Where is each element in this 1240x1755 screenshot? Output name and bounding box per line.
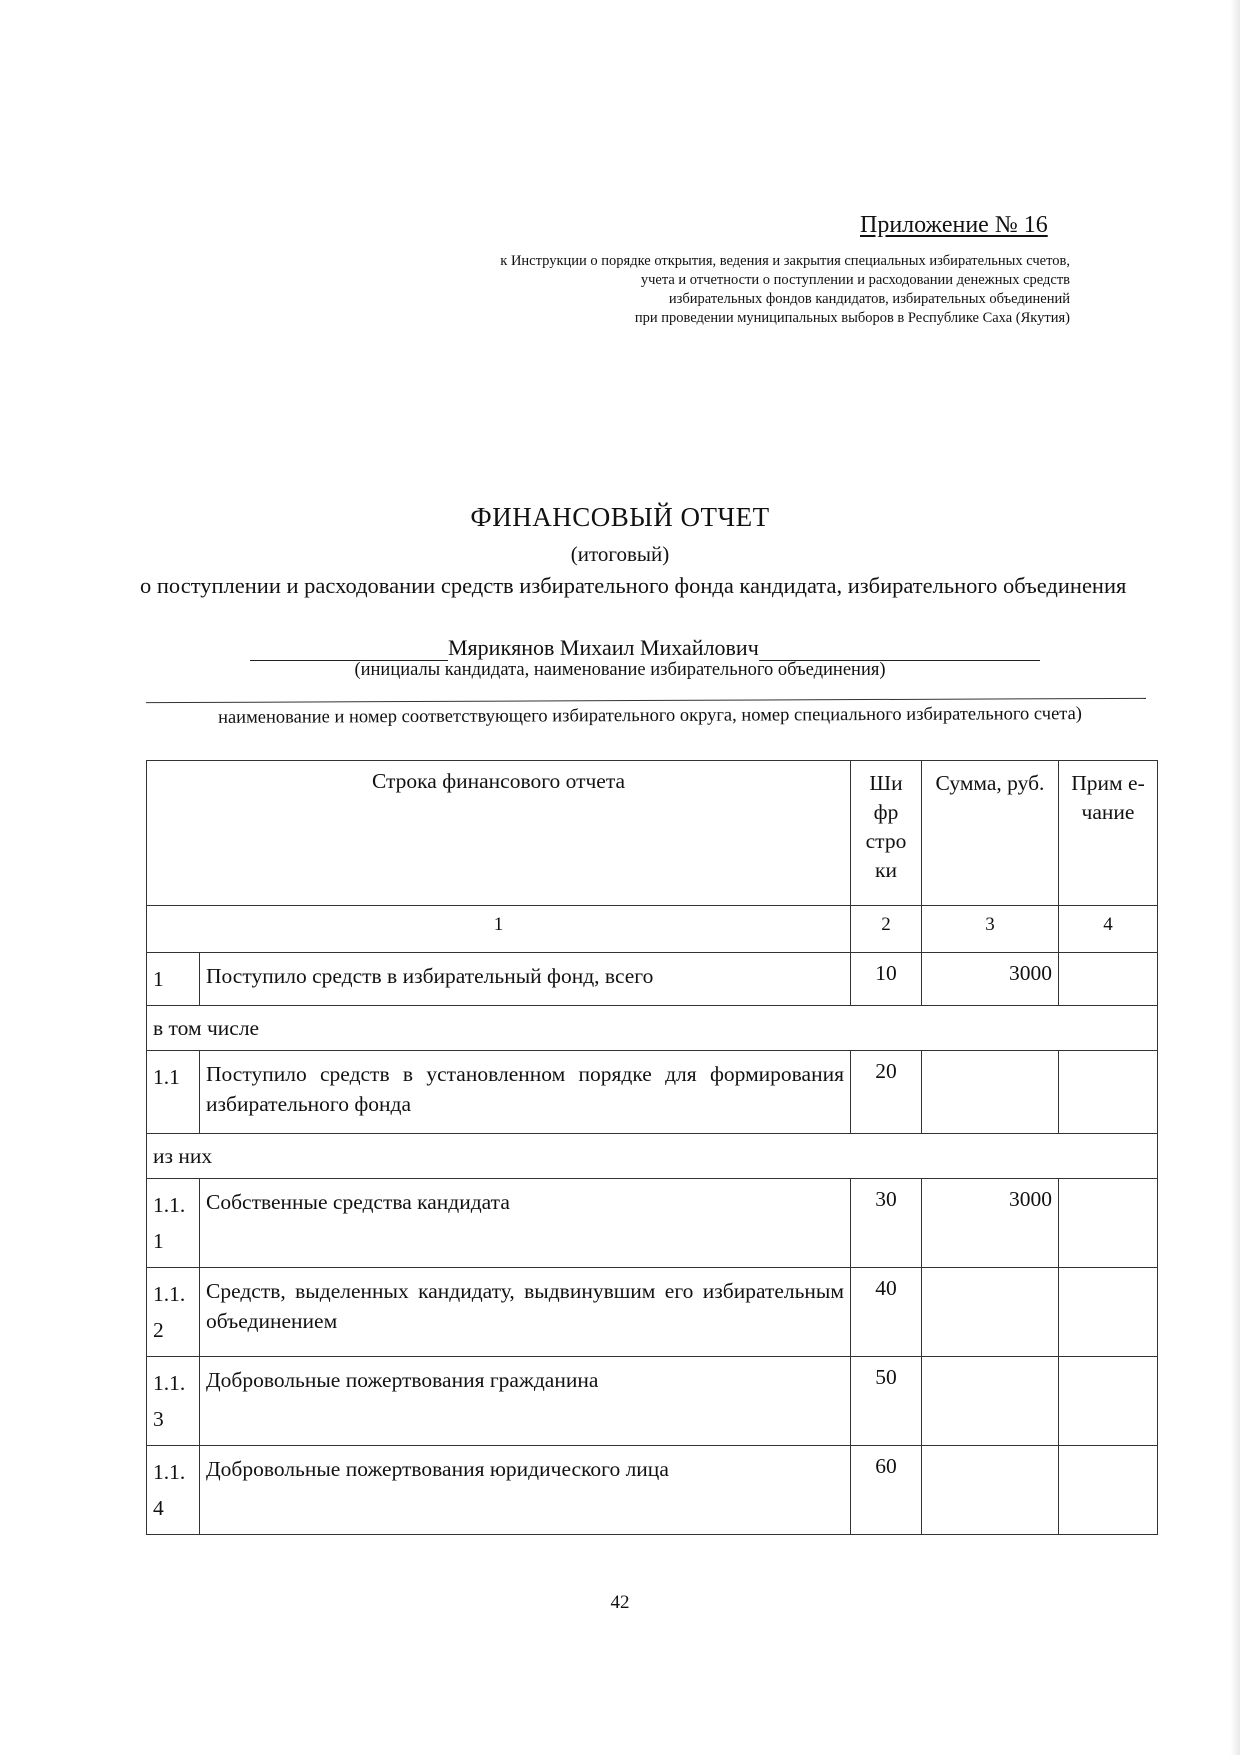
row-sum	[922, 1357, 1059, 1446]
header-code: Ши фр стро ки	[851, 761, 922, 906]
row-number: 1.1	[147, 1051, 200, 1134]
report-title: ФИНАНСОВЫЙ ОТЧЕТ	[470, 502, 770, 532]
table-row	[147, 1051, 1158, 1134]
row-sum	[922, 1446, 1059, 1535]
blank-underline	[759, 638, 1040, 661]
appendix-subtitle-line: к Инструкции о порядке открытия, ведения и закрытия специальных избирательных счетов,	[500, 253, 1070, 269]
header-note: Прим е- чание	[1059, 761, 1158, 906]
district-caption: наименование и номер соответствующего избирательного округа, номер специального избирательного счета)	[218, 704, 1082, 728]
row-label: Поступило средств в избирательный фонд, всего	[200, 953, 851, 1006]
scan-edge	[1230, 0, 1240, 1755]
appendix-subtitle-line: при проведении муниципальных выборов в Республике Саха (Якутия)	[634, 310, 1070, 326]
row-number: 1.1. 3	[147, 1357, 200, 1446]
row-subheading: в том числе	[147, 1006, 1158, 1051]
row-code: 60	[851, 1446, 922, 1535]
row-label: Собственные средства кандидата	[200, 1179, 851, 1268]
table-subheading-row	[147, 1006, 1158, 1051]
report-description: о поступлении и расходовании средств избирательного фонда кандидата, избирательного объединения	[140, 573, 1127, 598]
table-subheading-row	[147, 1134, 1158, 1179]
table-row	[147, 1179, 1158, 1268]
row-note	[1059, 953, 1158, 1006]
appendix-title: Приложение № 16	[860, 212, 1048, 238]
page-number: 42	[610, 1592, 630, 1613]
table-row	[147, 953, 1158, 1006]
row-sum: 3000	[922, 1179, 1059, 1268]
appendix-subtitle-line: избирательных фондов кандидатов, избирательных объединений	[668, 291, 1070, 307]
header-line: Строка финансового отчета	[147, 761, 851, 906]
row-subheading: из них	[147, 1134, 1158, 1179]
candidate-name-line	[250, 635, 1040, 661]
column-index: 3	[922, 906, 1059, 953]
row-sum: 3000	[922, 953, 1059, 1006]
row-code: 10	[851, 953, 922, 1006]
row-note	[1059, 1357, 1158, 1446]
row-number: 1.1. 1	[147, 1179, 200, 1268]
district-blank-line	[146, 698, 1146, 703]
table-row	[147, 1446, 1158, 1535]
column-index: 2	[851, 906, 922, 953]
header-sum: Сумма, руб.	[922, 761, 1059, 906]
table-row	[147, 1268, 1158, 1357]
candidate-name: Мярикянов Михаил Михайлович	[448, 635, 759, 660]
row-note	[1059, 1179, 1158, 1268]
row-label: Средств, выделенных кандидату, выдвинувшим его избирательным объединением	[200, 1268, 851, 1357]
financial-report-table	[146, 760, 1158, 1535]
row-label: Добровольные пожертвования юридического лица	[200, 1446, 851, 1535]
blank-underline	[250, 638, 448, 661]
table-row	[147, 1357, 1158, 1446]
row-number: 1.1. 4	[147, 1446, 200, 1535]
row-code: 20	[851, 1051, 922, 1134]
appendix-subtitle-line: учета и отчетности о поступлении и расходовании денежных средств	[640, 272, 1070, 288]
report-subtitle: (итоговый)	[570, 542, 670, 566]
row-note	[1059, 1051, 1158, 1134]
column-index-row	[147, 906, 1158, 953]
row-code: 50	[851, 1357, 922, 1446]
table-header-row	[147, 761, 1158, 906]
row-label: Добровольные пожертвования гражданина	[200, 1357, 851, 1446]
row-code: 40	[851, 1268, 922, 1357]
row-note	[1059, 1268, 1158, 1357]
row-sum	[922, 1051, 1059, 1134]
candidate-caption: (инициалы кандидата, наименование избирательного объединения)	[354, 660, 886, 680]
row-code: 30	[851, 1179, 922, 1268]
column-index: 1	[147, 906, 851, 953]
row-number: 1.1. 2	[147, 1268, 200, 1357]
appendix-subtitle	[310, 252, 1070, 328]
row-number: 1	[147, 953, 200, 1006]
row-sum	[922, 1268, 1059, 1357]
row-label: Поступило средств в установленном порядке для формирования избирательного фонда	[200, 1051, 851, 1134]
column-index: 4	[1059, 906, 1158, 953]
row-note	[1059, 1446, 1158, 1535]
